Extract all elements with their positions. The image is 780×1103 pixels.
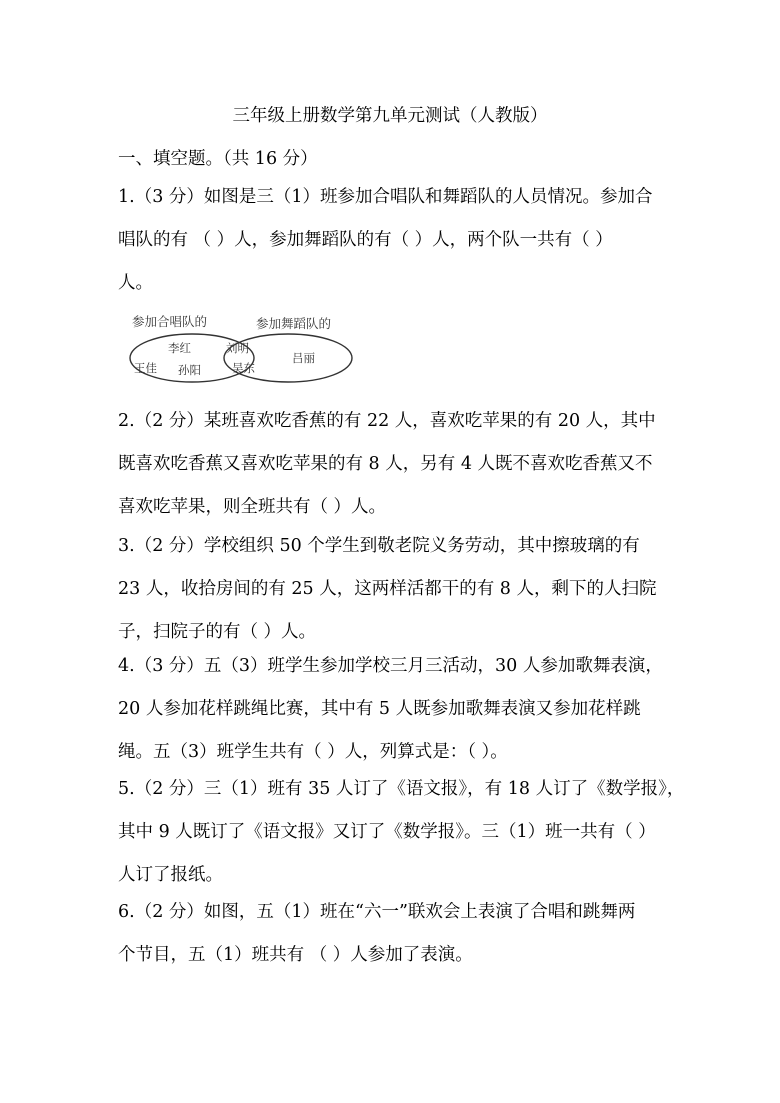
question-3-line-2: 23 人，收拾房间的有 25 人，这两样活都干的有 8 人，剩下的人扫院 (118, 579, 657, 599)
question-2 (118, 400, 668, 529)
question-6-line-1: 6.（2 分）如图，五（1）班在“六一”联欢会上表演了合唱和跳舞两 (118, 902, 636, 922)
question-4-line-2: 20 人参加花样跳绳比赛，其中有 5 人既参加歌舞表演又参加花样跳 (118, 699, 641, 719)
question-1-line-2: 唱队的有 （ ）人，参加舞蹈队的有（ ）人，两个队一共有（ ） (118, 230, 613, 250)
question-6 (118, 891, 668, 977)
section-heading-fill-in: 一、填空题。（共 16 分） (118, 149, 318, 169)
question-4 (118, 645, 668, 774)
question-5 (118, 768, 685, 897)
question-5-line-2: 其中 9 人既订了《语文报》又订了《数学报》。三（1）班一共有（ ） (118, 822, 656, 842)
question-5-line-1: 5.（2 分）三（1）班有 35 人订了《语文报》，有 18 人订了《数学报》， (118, 779, 685, 799)
page-title: 三年级上册数学第九单元测试（人教版） (232, 106, 548, 126)
venn-name-liu-ming: 刘明 (226, 341, 249, 355)
question-5-line-3: 人订了报纸。 (118, 865, 223, 885)
question-2-line-3: 喜欢吃苹果，则全班共有（ ）人。 (118, 497, 387, 517)
question-1-line-3: 人。 (118, 273, 153, 293)
question-4-line-1: 4.（3 分）五（3）班学生参加学校三月三活动，30 人参加歌舞表演， (118, 656, 663, 676)
venn-right-label: 参加舞蹈队的 (256, 316, 332, 331)
venn-name-sun-yang: 孙阳 (178, 363, 201, 377)
question-4-line-3: 绳。五（3）班学生共有（ ）人，列算式是：（ ）。 (118, 742, 508, 762)
question-2-line-2: 既喜欢吃香蕉又喜欢吃苹果的有 8 人，另有 4 人既不喜欢吃香蕉又不 (118, 454, 653, 474)
venn-left-label: 参加合唱队的 (132, 314, 208, 329)
venn-name-wu-dong: 吴东 (232, 361, 255, 375)
venn-diagram-choir-dance (128, 308, 360, 388)
venn-name-lv-li: 吕丽 (292, 351, 315, 365)
venn-name-li-hong: 李红 (168, 341, 191, 355)
question-3 (118, 525, 668, 654)
venn-name-wang-jia: 王佳 (134, 361, 157, 375)
question-3-line-1: 3.（2 分）学校组织 50 个学生到敬老院义务劳动，其中擦玻璃的有 (118, 536, 640, 556)
question-1 (118, 176, 668, 305)
question-6-line-2: 个节目，五（1）班共有 （ ）人参加了表演。 (118, 945, 473, 965)
question-3-line-3: 子，扫院子的有（ ）人。 (118, 622, 317, 642)
question-2-line-1: 2.（2 分）某班喜欢吃香蕉的有 22 人，喜欢吃苹果的有 20 人，其中 (118, 411, 656, 431)
question-1-line-1: 1.（3 分）如图是三（1）班参加合唱队和舞蹈队的人员情况。参加合 (118, 187, 653, 207)
